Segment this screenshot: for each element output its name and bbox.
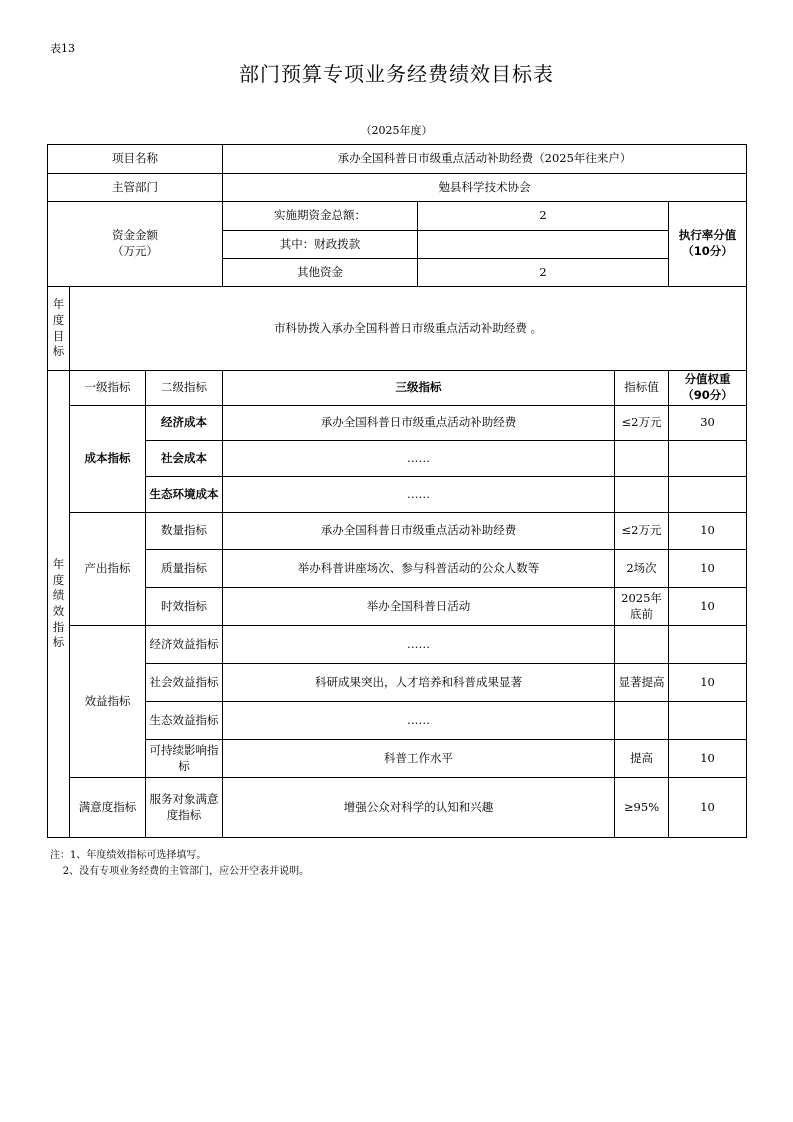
footnotes [50, 848, 309, 879]
exec-rate-line1: 执行率分值 [678, 228, 737, 243]
indicator-side-char: 度 [52, 572, 65, 587]
header-level3: 三级指标 [223, 371, 615, 406]
cost-indicator-label: 成本指标 [70, 406, 146, 513]
funds-total-value: 2 [418, 202, 669, 231]
funds-label-line1: 资金金额 [112, 228, 159, 243]
funds-fiscal-label: 其中：财政拨款 [223, 231, 418, 259]
level2-cell: 经济效益指标 [146, 626, 223, 664]
funds-label [48, 202, 223, 287]
funds-total-row [48, 202, 747, 231]
level2-cell: 社会效益指标 [146, 664, 223, 702]
project-name-row [48, 145, 747, 174]
indicator-side-char: 指 [52, 619, 65, 634]
indicator-side-char: 绩 [52, 588, 65, 603]
header-weight-line2: （90分） [682, 388, 733, 402]
level2-cell: 社会成本 [146, 441, 223, 477]
level3-cell: …… [223, 441, 615, 477]
header-weight [669, 371, 747, 406]
weight-cell: 10 [669, 740, 747, 778]
level3-cell: 科普工作水平 [223, 740, 615, 778]
annual-goal-text: 市科协拨入承办全国科普日市级重点活动补助经费 。 [70, 287, 747, 371]
weight-cell: 10 [669, 588, 747, 626]
value-cell: 2025年底前 [615, 588, 669, 626]
level2-cell: 经济成本 [146, 406, 223, 441]
value-cell [615, 477, 669, 513]
annual-goal-row [48, 287, 747, 371]
weight-cell [669, 702, 747, 740]
level3-cell: 承办全国科普日市级重点活动补助经费 [223, 406, 615, 441]
value-cell: ≥95% [615, 778, 669, 838]
level2-cell: 数量指标 [146, 513, 223, 550]
indicator-side-label [48, 371, 70, 838]
exec-rate-line2: （10分） [682, 244, 733, 258]
funds-label-line2: （万元） [112, 244, 159, 258]
annual-goal-char: 度 [52, 312, 65, 327]
header-level2: 二级指标 [146, 371, 223, 406]
level3-cell: 科研成果突出，人才培养和科普成果显著 [223, 664, 615, 702]
level2-cell: 可持续影响指标 [146, 740, 223, 778]
level3-cell: 增强公众对科学的认知和兴趣 [223, 778, 615, 838]
exec-rate-score [669, 202, 747, 287]
value-cell [615, 626, 669, 664]
table-row [48, 513, 747, 550]
level2-cell: 服务对象满意度指标 [146, 778, 223, 838]
level3-cell: 举办全国科普日活动 [223, 588, 615, 626]
annual-goal-char: 年 [52, 297, 65, 312]
funds-fiscal-value [418, 231, 669, 259]
weight-cell: 10 [669, 664, 747, 702]
table-row [48, 778, 747, 838]
level2-cell: 生态环境成本 [146, 477, 223, 513]
annual-goal-label [48, 287, 70, 371]
level2-cell: 质量指标 [146, 550, 223, 588]
value-cell: 2场次 [615, 550, 669, 588]
weight-cell: 10 [669, 513, 747, 550]
value-cell: ≤2万元 [615, 513, 669, 550]
indicator-header-row [48, 371, 747, 406]
value-cell: ≤2万元 [615, 406, 669, 441]
table-row [48, 702, 747, 740]
header-level1: 一级指标 [70, 371, 146, 406]
funds-other-value: 2 [418, 259, 669, 287]
table-row [48, 740, 747, 778]
project-name-value: 承办全国科普日市级重点活动补助经费（2025年往来户） [223, 145, 747, 174]
annual-goal-char: 标 [52, 344, 65, 359]
funds-other-label: 其他资金 [223, 259, 418, 287]
level3-cell: 举办科普讲座场次、参与科普活动的公众人数等 [223, 550, 615, 588]
table-row [48, 477, 747, 513]
footnote-2: 2、没有专项业务经费的主管部门，应公开空表并说明。 [50, 865, 310, 877]
year-label: （2025年度） [360, 124, 433, 137]
weight-cell: 30 [669, 406, 747, 441]
weight-cell [669, 626, 747, 664]
performance-table [47, 144, 747, 838]
output-indicator-label: 产出指标 [70, 513, 146, 626]
level3-cell: 承办全国科普日市级重点活动补助经费 [223, 513, 615, 550]
level2-cell: 时效指标 [146, 588, 223, 626]
dept-label: 主管部门 [48, 174, 223, 202]
header-weight-line1: 分值权重 [684, 372, 731, 387]
level3-cell: …… [223, 477, 615, 513]
benefit-indicator-label: 效益指标 [70, 626, 146, 778]
level3-cell: …… [223, 702, 615, 740]
table-row [48, 406, 747, 441]
funds-total-label: 实施期资金总额： [223, 202, 418, 231]
weight-cell: 10 [669, 550, 747, 588]
weight-cell: 10 [669, 778, 747, 838]
page-title: 部门预算专项业务经费绩效目标表 [239, 62, 554, 86]
value-cell [615, 441, 669, 477]
satisfaction-indicator-label: 满意度指标 [70, 778, 146, 838]
table-row [48, 441, 747, 477]
level2-cell: 生态效益指标 [146, 702, 223, 740]
table-number: 表13 [50, 42, 75, 55]
annual-goal-char: 目 [52, 328, 65, 343]
dept-value: 勉县科学技术协会 [223, 174, 747, 202]
value-cell: 显著提高 [615, 664, 669, 702]
weight-cell [669, 441, 747, 477]
table-row [48, 664, 747, 702]
table-row [48, 588, 747, 626]
indicator-side-char: 标 [52, 635, 65, 650]
indicator-side-char: 效 [52, 604, 65, 618]
footnote-1: 注：1、年度绩效指标可选择填写。 [50, 850, 207, 861]
value-cell [615, 702, 669, 740]
level3-cell: …… [223, 626, 615, 664]
project-name-label: 项目名称 [48, 145, 223, 174]
table-row [48, 626, 747, 664]
table-row [48, 550, 747, 588]
weight-cell [669, 477, 747, 513]
indicator-side-char: 年 [52, 557, 65, 572]
dept-row [48, 174, 747, 202]
value-cell: 提高 [615, 740, 669, 778]
header-value: 指标值 [615, 371, 669, 406]
